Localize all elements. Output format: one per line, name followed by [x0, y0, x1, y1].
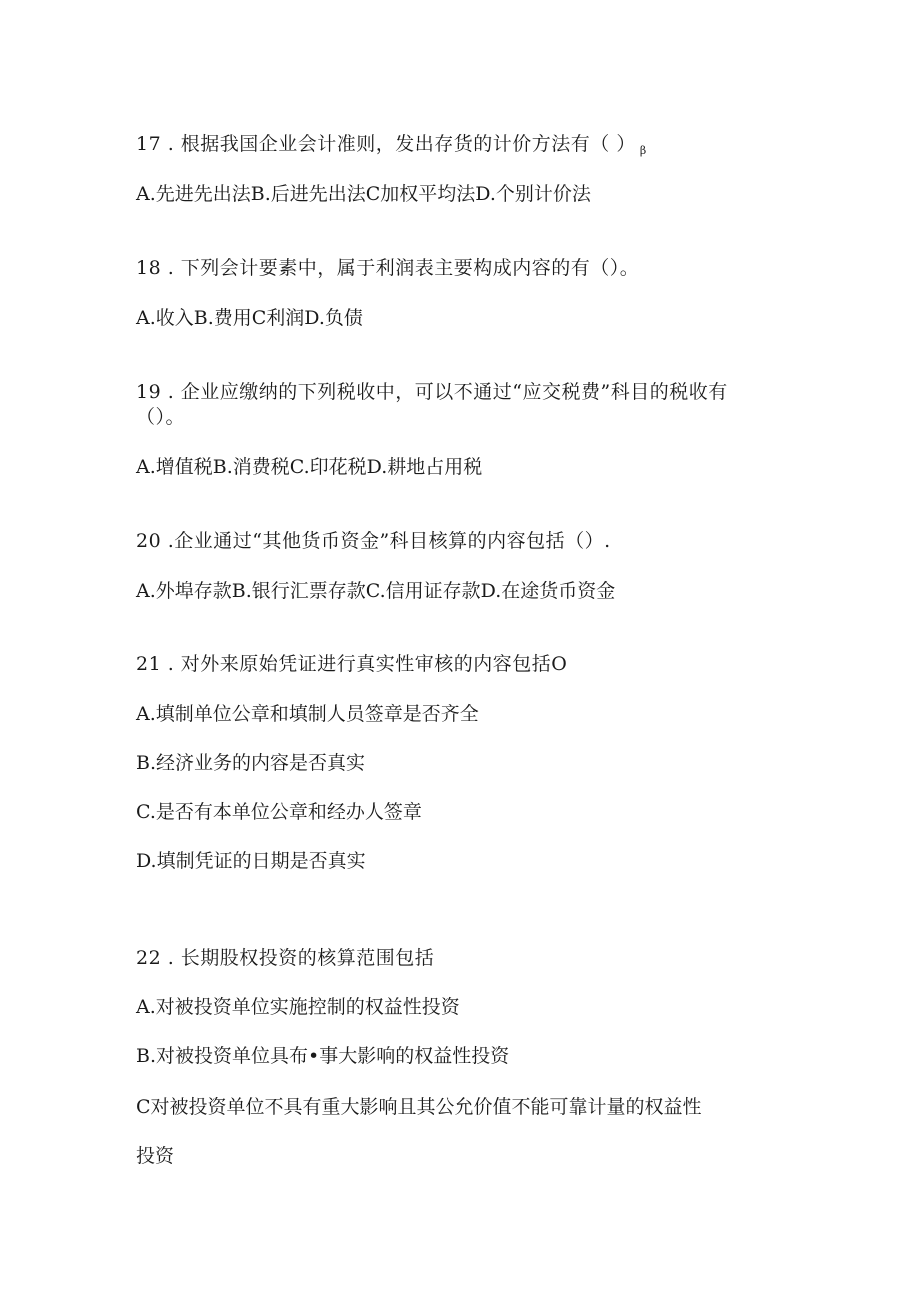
question-17-options: A.先进先出法B.后进先出法C加权平均法D.个别计价法: [136, 183, 591, 205]
question-21-option-c: C.是否有本单位公章和经办人签章: [136, 801, 422, 823]
question-21-stem: 21 . 对外来原始凭证进行真实性审核的内容包括O: [136, 653, 568, 675]
question-19-options: A.增值税B.消费税C.印花税D.耕地占用税: [136, 456, 483, 478]
question-18-stem: 18 . 下列会计要素中，属于利润表主要构成内容的有（）。: [136, 257, 640, 279]
question-17-stem: [136, 132, 836, 163]
question-22-stem: 22 . 长期股权投资的核算范围包括: [136, 947, 435, 969]
question-21-option-d: D.填制凭证的日期是否真实: [136, 850, 366, 872]
question-21-option-a: A.填制单位公章和填制人员签章是否齐全: [136, 703, 479, 725]
question-19-stem: 19 . 企业应缴纳的下列税收中，可以不通过“应交税费”科目的税收有: [136, 381, 728, 403]
question-22-option-c-continued: 投资: [136, 1145, 175, 1167]
question-17-mark: β: [639, 144, 647, 157]
question-22-option-c: C对被投资单位不具有重大影响且其公允价值不能可靠计量的权益性: [136, 1096, 702, 1118]
question-20-options: A.外埠存款B.银行汇票存款C.信用证存款D.在途货币资金: [136, 580, 616, 602]
question-19-stem-continued: （）。: [136, 406, 186, 428]
question-20-stem: 20 .企业通过“其他货币资金”科目核算的内容包括（）.: [136, 530, 611, 552]
question-22-option-a: A.对被投资单位实施控制的权益性投资: [136, 996, 460, 1018]
question-22-option-b: B.对被投资单位具布•事大影响的权益性投资: [136, 1045, 510, 1067]
question-21-option-b: B.经济业务的内容是否真实: [136, 752, 366, 774]
question-17-text: 17 . 根据我国企业会计准则，发出存货的计价方法有（ ）: [136, 133, 636, 155]
question-18-options: A.收入B.费用C利润D.负债: [136, 307, 363, 329]
